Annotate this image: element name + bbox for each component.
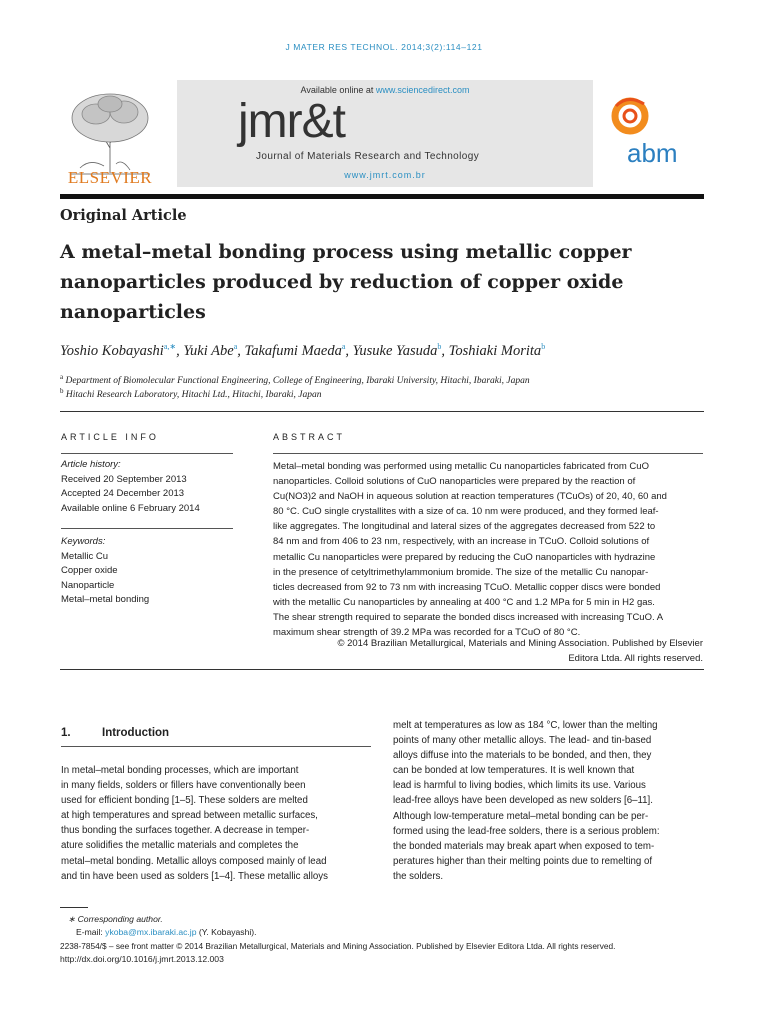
body-line: formed using the lead-free solders, there is a serious problem: [393, 825, 660, 837]
keyword: Copper oxide [61, 565, 118, 577]
email-link[interactable]: ykoba@mx.ibaraki.ac.jp [105, 927, 197, 937]
section-number: 1. [61, 727, 71, 739]
author-name[interactable]: Yuki Abe [183, 342, 234, 359]
author-name[interactable]: Yusuke Yasuda [352, 342, 438, 359]
body-line: lead is harmful to living bodies, which limits its use. Various [393, 780, 646, 792]
sciencedirect-link[interactable]: www.sciencedirect.com [375, 85, 470, 95]
email-line: E-mail: ykoba@mx.ibaraki.ac.jp (Y. Kobayashi). [76, 927, 257, 937]
abstract-line: in the presence of cetyltrimethylammonium bromide. The size of the metallic Cu nanopar- [273, 566, 649, 578]
body-line: and tin have been used as solders [1–4]. These metallic alloys [61, 870, 328, 882]
abstract-line: Cu(NO3)2 and NaOH in aqueous solution at reaction temperatures (TCuOs) of 20, 40, 60 and [273, 491, 667, 503]
abstract-line: The shear strength required to separate the bonded discs increased with increasing TCuO. A [273, 611, 664, 623]
article-info-heading: ARTICLE INFO [61, 432, 159, 442]
abstract-line: Metal–metal bonding was performed using metallic Cu nanoparticles fabricated from CuO [273, 461, 649, 472]
section-title-underline [61, 746, 371, 747]
body-line: lead-free alloys have been developed as new solders [6–11]. [393, 795, 653, 807]
body-line: thus bonding the surfaces together. A decrease in temper- [61, 825, 310, 837]
author-list: Yoshio Kobayashi$^{a,∗}$, Yuki Abe$^a$, Takafumi Maeda$^a$, Yusuke Yasuda$^b$, Toshiaki Morita$^b$ [60, 342, 546, 359]
body-line: alloys diffuse into the materials to be bonded, and then, they [393, 750, 652, 762]
author-affiliation-mark[interactable]: b [541, 342, 546, 351]
journal-website-link[interactable]: www.jmrt.com.br [344, 170, 426, 180]
intro-right-column [393, 718, 703, 884]
doi-link[interactable]: http://dx.doi.org/10.1016/j.jmrt.2013.12.003 [60, 954, 224, 964]
body-line: at high temperatures and spread between metallic surfaces, [61, 810, 318, 822]
author-name[interactable]: Takafumi Maeda [244, 342, 342, 359]
body-line: peratures higher than their melting points due to remelting of [393, 855, 653, 867]
article-type: Original Article [60, 207, 187, 224]
abstract-line: nanoparticles. Colloid solutions of CuO nanoparticles were prepared by the reaction of [273, 476, 636, 488]
keywords-block: Keywords: Metallic Cu Copper oxide Nanoparticle Metal–metal bonding [61, 535, 149, 608]
issn-line: 2238-7854/$ – see front matter © 2014 Brazilian Metallurgical, Materials and Mining Association. Published by Elsevier Editora Ltda. All rights reserved. [60, 941, 616, 951]
abstract-bottom-divider [60, 669, 704, 670]
abstract-line: with the metallic Cu nanoparticles by annealing at 400 °C and 1.2 MPa for 5 min in H2 gas. [273, 596, 655, 608]
body-line: in many fields, solders or fillers have conventionally been [61, 780, 306, 792]
abstract-line: metallic Cu nanoparticles were prepared by reducing the CuO nanoparticles with hydrazine [273, 551, 656, 563]
history-item: Available online 6 February 2014 [61, 502, 200, 514]
corresponding-author-note: ∗ Corresponding author. [68, 914, 163, 924]
body-line: melt at temperatures as low as 184 °C, lower than the melting [393, 720, 658, 731]
affiliation-a: $^a$ Department of Biomolecular Functional Engineering, College of Engineering, Ibaraki University, Hitachi, Ibaraki, Japan [60, 373, 530, 387]
available-online-line: Available online at www.sciencedirect.com [300, 85, 470, 95]
body-line: metal–metal bonding. Metallic alloys composed mainly of lead [61, 855, 327, 867]
author-name[interactable]: Toshiaki Morita [448, 342, 542, 359]
society-logo-text: abm [627, 138, 678, 168]
body-line: Although low-temperature metal–metal bonding can be per- [393, 810, 649, 822]
author-affiliation-mark[interactable]: a,∗ [163, 342, 177, 351]
keyword: Metal–metal bonding [61, 594, 150, 606]
intro-left-column [61, 763, 371, 884]
abstract-text [273, 459, 703, 640]
body-line: the solders. [393, 870, 444, 882]
author-name[interactable]: Yoshio Kobayashi [60, 342, 164, 359]
affiliation-b: $^b$ Hitachi Research Laboratory, Hitachi Ltd., Hitachi, Ibaraki, Japan [60, 387, 322, 401]
journal-logo-text: jmr&t [238, 95, 345, 148]
abstract-divider [273, 453, 703, 454]
publisher-logo-text: ELSEVIER [67, 168, 153, 187]
abstract-line: 84 nm and from 406 to 23 nm, respectively, with an increase in TCuO. Colloid solutions of [273, 536, 650, 548]
section-title: Introduction [102, 727, 170, 739]
abstract-heading: ABSTRACT [273, 432, 346, 442]
history-item: Accepted 24 December 2013 [61, 488, 185, 500]
body-line: In metal–metal bonding processes, which are important [61, 765, 299, 776]
affiliation-divider [60, 411, 704, 412]
body-line: ature solidifies the metallic materials and completes the [61, 840, 299, 852]
title-line: A metal–metal bonding process using metallic copper [60, 241, 632, 263]
body-line: can be bonded at low temperatures. It is well known that [393, 765, 635, 777]
keyword: Metallic Cu [61, 550, 108, 562]
abstract-line: like aggregates. The longitudinal and lateral sizes of the aggregates decreased from 522 to [273, 521, 656, 533]
keyword: Nanoparticle [61, 579, 115, 591]
author-affiliation-mark[interactable]: a [233, 342, 238, 351]
article-title [60, 237, 700, 327]
body-line: points of many other metallic alloys. The lead- and tin-based [393, 735, 652, 747]
abstract-line: ticles decreased from 92 to 73 nm with increasing TCuO. Metallic copper discs were bonded [273, 581, 661, 593]
footnote-divider [60, 907, 88, 908]
article-info-divider [61, 453, 233, 454]
body-line: the bonded materials may break apart when exposed to tem- [393, 840, 655, 852]
title-line: nanoparticles produced by reduction of copper oxide [60, 271, 624, 293]
article-history: Article history: Received 20 September 2013 Accepted 24 December 2013 Available online 6 February 2014 [61, 458, 200, 516]
abstract-line: maximum shear strength of 39.2 MPa was recorded for a TCuO of 80 °C. [273, 627, 581, 639]
author-affiliation-mark[interactable]: b [437, 342, 442, 351]
abstract-copyright: © 2014 Brazilian Metallurgical, Materials and Mining Association. Published by Elsevier Editora Ltda. All rights reserved. [337, 638, 703, 665]
journal-citation-line: J MATER RES TECHNOL. 2014;3(2):114–121 [285, 42, 483, 52]
keywords-divider [61, 528, 233, 529]
abstract-line: 80 °C. CuO single crystallites with a size of ca. 10 nm were produced, and they formed leaf- [273, 506, 659, 518]
title-line: nanoparticles [60, 301, 206, 323]
journal-full-name: Journal of Materials Research and Technology [256, 151, 480, 162]
history-item: Received 20 September 2013 [61, 473, 187, 485]
body-line: used for efficient bonding [1–5]. These solders are melted [61, 795, 308, 807]
header-divider [60, 194, 704, 199]
author-affiliation-mark[interactable]: a [341, 342, 346, 351]
